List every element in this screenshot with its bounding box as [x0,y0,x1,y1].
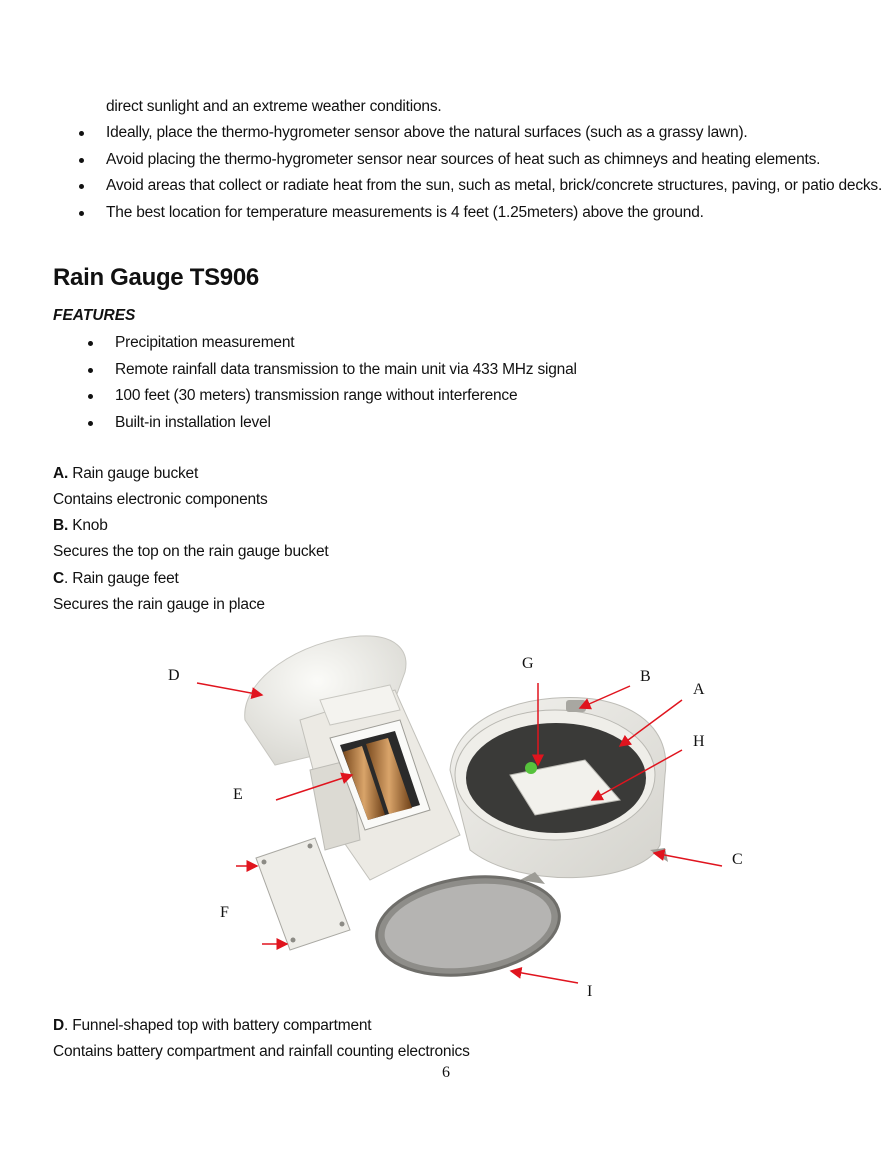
bullet-icon [79,184,84,189]
list-item: Remote rainfall data transmission to the main unit via 433 MHz signal [115,360,577,387]
bullet-icon [88,341,93,346]
placement-tips-list [106,123,882,229]
part-c-desc: Secures the rain gauge in place [53,596,265,613]
list-item: Ideally, place the thermo-hygrometer sensor above the natural surfaces (such as a grassy lawn). [106,123,882,150]
callout-b: B [640,668,651,685]
callout-g: G [522,655,534,672]
list-continuation: direct sunlight and an extreme weather conditions. [106,98,442,115]
page-number: 6 [442,1064,450,1081]
section-title: Rain Gauge TS906 [53,264,259,291]
list-item: Built-in installation level [115,413,577,440]
callout-e: E [233,786,243,803]
list-item: The best location for temperature measurements is 4 feet (1.25meters) above the ground. [106,203,882,230]
bullet-icon [79,131,84,136]
level-bubble-icon [525,762,537,774]
mesh-screen [370,866,566,987]
callout-a: A [693,681,705,698]
part-c-title: C. Rain gauge feet [53,570,179,587]
features-label: FEATURES [53,307,136,324]
part-b-title: B. Knob [53,517,108,534]
callout-i: I [587,983,593,1000]
list-item: Avoid areas that collect or radiate heat from the sun, such as metal, brick/concrete structures, paving, or patio decks. [106,176,882,203]
bullet-icon [79,158,84,163]
battery-cover [256,838,350,950]
rain-gauge-bucket [450,698,668,884]
callout-f: F [220,904,229,921]
bullet-icon [88,368,93,373]
bullet-icon [88,421,93,426]
list-item: Avoid placing the thermo-hygrometer sensor near sources of heat such as chimneys and heating elements. [106,150,882,177]
part-d-desc: Contains battery compartment and rainfall counting electronics [53,1043,470,1060]
list-item: Precipitation measurement [115,333,577,360]
callout-h: H [693,733,705,750]
bullet-icon [88,394,93,399]
part-a-desc: Contains electronic components [53,491,268,508]
rain-gauge-diagram [160,630,760,1005]
part-b-desc: Secures the top on the rain gauge bucket [53,543,329,560]
features-list [115,333,577,439]
callout-c: C [732,851,743,868]
part-d-title: D. Funnel-shaped top with battery compartment [53,1017,372,1034]
part-a-title: A. Rain gauge bucket [53,465,199,482]
funnel-top [245,636,460,880]
list-item: 100 feet (30 meters) transmission range without interference [115,386,577,413]
bullet-icon [79,211,84,216]
callout-d: D [168,667,180,684]
